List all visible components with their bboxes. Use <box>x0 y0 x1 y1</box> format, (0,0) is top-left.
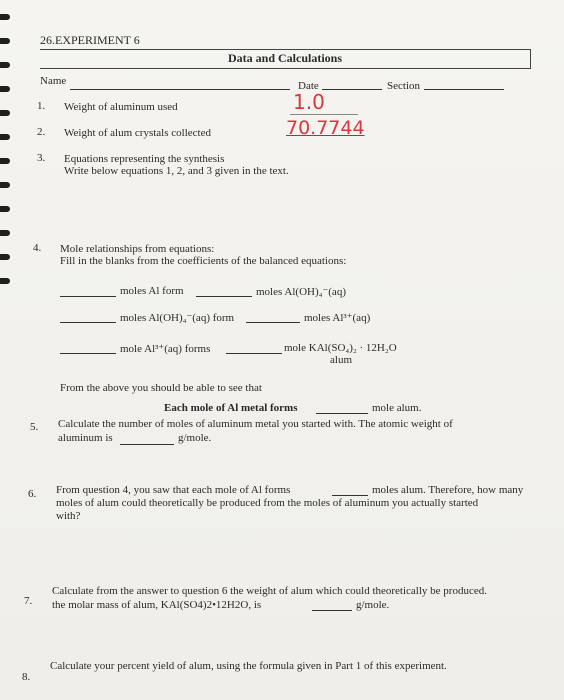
q4-line2: Fill in the blanks from the coefficients of the balanced equations: <box>60 255 347 267</box>
q4-row3-b: mole KAl(SO₄)₂ · 12H₂O <box>284 342 397 354</box>
q4-row1-a: moles Al form <box>120 285 184 297</box>
name-field[interactable] <box>70 89 290 90</box>
q4-number: 4. <box>33 242 42 254</box>
q6-line1a: From question 4, you saw that each mole of Al forms <box>56 484 291 496</box>
date-field[interactable] <box>322 89 382 90</box>
q2-text: Weight of alum crystals collected <box>64 127 211 139</box>
q4-line1: Mole relationships from equations: <box>60 243 215 255</box>
section-title: Data and Calculations <box>228 51 343 65</box>
q2-answer[interactable]: 70.7744 <box>286 117 365 139</box>
q6-line3: with? <box>56 510 81 522</box>
q4-row1-blank2[interactable] <box>196 296 252 297</box>
q4-row1-b: moles Al(OH)₄⁻(aq) <box>256 286 346 298</box>
q1-answer-line <box>290 114 358 115</box>
q4-row3-blank2[interactable] <box>226 353 282 354</box>
q4-row3-c: alum <box>330 354 352 366</box>
q3-line2: Write below equations 1, 2, and 3 given in the text. <box>64 165 289 177</box>
name-label: Name <box>40 75 67 87</box>
q5-line2b: g/mole. <box>178 432 212 444</box>
q6-line1b: moles alum. Therefore, how many <box>372 484 524 496</box>
q4-row2-blank1[interactable] <box>60 322 116 323</box>
q6-blank[interactable] <box>332 495 368 496</box>
q1-number: 1. <box>37 100 46 112</box>
q4-from-above: From the above you should be able to see that <box>60 382 262 394</box>
q4-each-mole-blank[interactable] <box>316 413 368 414</box>
q3-line1: Equations representing the synthesis <box>64 153 225 165</box>
q4-row2-a: moles Al(OH)₄⁻(aq) form <box>120 312 235 324</box>
q7-line1: Calculate from the answer to question 6 the weight of alum which could theoretically be produced. <box>52 585 487 597</box>
q6-number: 6. <box>28 488 37 500</box>
q5-atomic-weight-blank[interactable] <box>120 444 174 445</box>
section-label: Section <box>387 80 420 92</box>
q4-each-mole-a: Each mole of Al metal forms <box>164 402 298 414</box>
q5-number: 5. <box>30 421 39 433</box>
q7-line2a: the molar mass of alum, KAl(SO4)2•12H2O, is <box>52 599 262 611</box>
q4-row2-b: moles Al³⁺(aq) <box>304 312 371 324</box>
q7-line2b: g/mole. <box>356 599 390 611</box>
q1-text: Weight of aluminum used <box>64 101 178 113</box>
q7-molar-mass-blank[interactable] <box>312 610 352 611</box>
q7-number: 7. <box>24 595 33 607</box>
q5-line2a: aluminum is <box>58 432 113 444</box>
q4-each-mole-b: mole alum. <box>372 402 422 414</box>
q4-row3-a: mole Al³⁺(aq) forms <box>120 343 211 355</box>
q5-line1: Calculate the number of moles of aluminum metal you started with. The atomic weight of <box>58 418 453 430</box>
page-label: 26.EXPERIMENT 6 <box>40 33 140 47</box>
section-field[interactable] <box>424 89 504 90</box>
q4-row2-blank2[interactable] <box>246 322 300 323</box>
q3-number: 3. <box>37 152 46 164</box>
q4-row1-blank1[interactable] <box>60 296 116 297</box>
q4-row3-blank1[interactable] <box>60 353 116 354</box>
q8-text: Calculate your percent yield of alum, using the formula given in Part 1 of this experiment. <box>50 660 447 672</box>
spiral-binding <box>0 0 14 700</box>
q2-number: 2. <box>37 126 46 138</box>
date-label: Date <box>298 80 319 92</box>
q1-answer[interactable]: 1.0 <box>293 90 325 114</box>
q8-number: 8. <box>22 671 31 683</box>
q6-line2: moles of alum could theoretically be produced from the moles of aluminum you actually started <box>56 497 479 509</box>
